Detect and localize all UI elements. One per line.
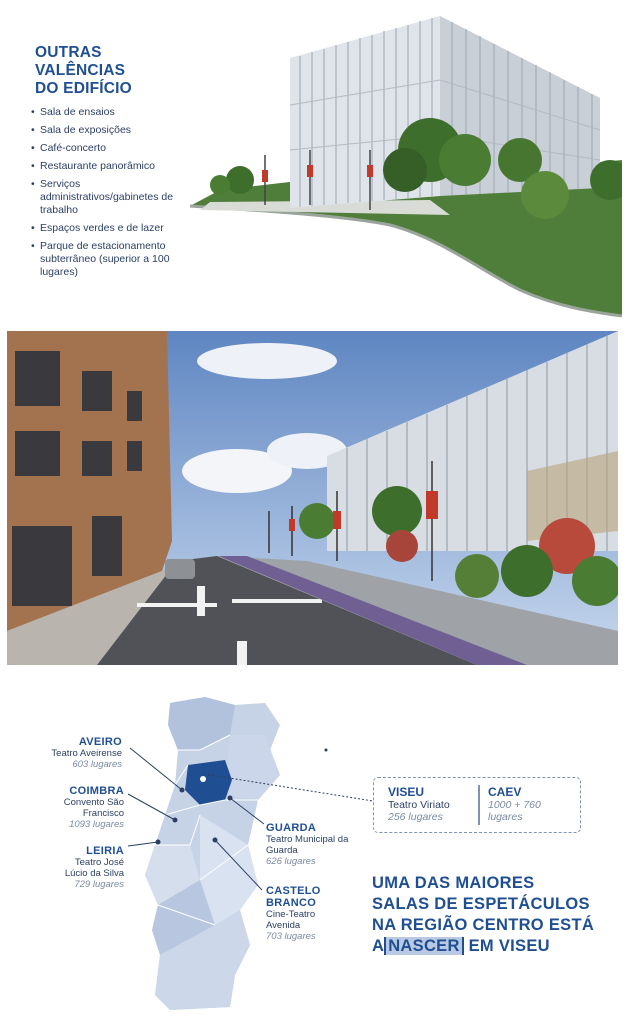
- features-list: [31, 106, 191, 284]
- building-render-street: [7, 331, 618, 665]
- viseu-info-box: [373, 777, 581, 833]
- city-venue: Convento São Francisco: [63, 797, 124, 819]
- title-line: VALÊNCIAS: [35, 62, 126, 79]
- list-item: • Parque de estacionamento subterrâneo (superior a 100 lugares): [31, 240, 191, 279]
- city-label-guarda: [266, 822, 358, 867]
- city-seats: 1093 lugares: [69, 819, 124, 830]
- list-item: • Serviços administrativos/gabinetes de trabalho: [31, 178, 191, 217]
- list-item: • Restaurante panorâmico: [31, 160, 191, 173]
- title-line: DO EDIFÍCIO: [35, 80, 132, 97]
- list-item: • Sala de ensaios: [31, 106, 191, 119]
- caev-seats: lugares: [488, 811, 523, 823]
- city-label-castelo-branco: [266, 885, 346, 942]
- building-render-aerial: [190, 10, 622, 320]
- section-title: [35, 44, 185, 98]
- city-venue: Teatro José Lúcio da Silva: [64, 857, 124, 879]
- city-venue: Teatro Aveirense: [51, 748, 122, 759]
- divider: [478, 785, 480, 825]
- city-name: LEIRIA: [86, 845, 124, 857]
- headline-line: SALAS DE ESPETÁCULOS: [372, 895, 590, 913]
- city-seats: 626 lugares: [266, 856, 316, 867]
- city-name: BRANCO: [266, 897, 317, 909]
- headline: [372, 873, 622, 957]
- title-line: OUTRAS: [35, 44, 102, 61]
- viseu-name: VISEU: [388, 785, 425, 799]
- city-venue: Cine-Teatro Avenida: [266, 909, 316, 931]
- list-item: • Espaços verdes e de lazer: [31, 222, 191, 235]
- city-label-coimbra: [40, 785, 124, 830]
- city-name: COIMBRA: [69, 785, 124, 797]
- city-name: GUARDA: [266, 822, 317, 834]
- headline-line: UMA DAS MAIORES: [372, 874, 535, 892]
- city-name: AVEIRO: [78, 736, 122, 748]
- city-seats: 729 lugares: [74, 879, 124, 890]
- city-venue: Teatro Municipal da Guarda: [266, 834, 349, 856]
- headline-word: EM VISEU: [468, 937, 550, 955]
- city-seats: 603 lugares: [72, 759, 122, 770]
- caev-seats: 1000 + 760: [488, 799, 541, 811]
- headline-word: A: [372, 937, 385, 955]
- viseu-info: [388, 785, 476, 823]
- caev-name: CAEV: [488, 785, 522, 799]
- list-item: • Café-concerto: [31, 142, 191, 155]
- viseu-venue: Teatro Viriato: [388, 799, 450, 811]
- caev-info: [488, 785, 576, 823]
- city-name: CASTELO: [266, 885, 321, 897]
- list-item: • Sala de exposições: [31, 124, 191, 137]
- city-label-aveiro: [40, 736, 122, 770]
- headline-highlight: NASCER: [384, 937, 463, 955]
- city-seats: 703 lugares: [266, 931, 316, 942]
- city-label-leiria: [40, 845, 124, 890]
- viseu-seats: 256 lugares: [388, 811, 443, 823]
- headline-line: [372, 936, 622, 957]
- headline-line: NA REGIÃO CENTRO ESTÁ: [372, 916, 595, 934]
